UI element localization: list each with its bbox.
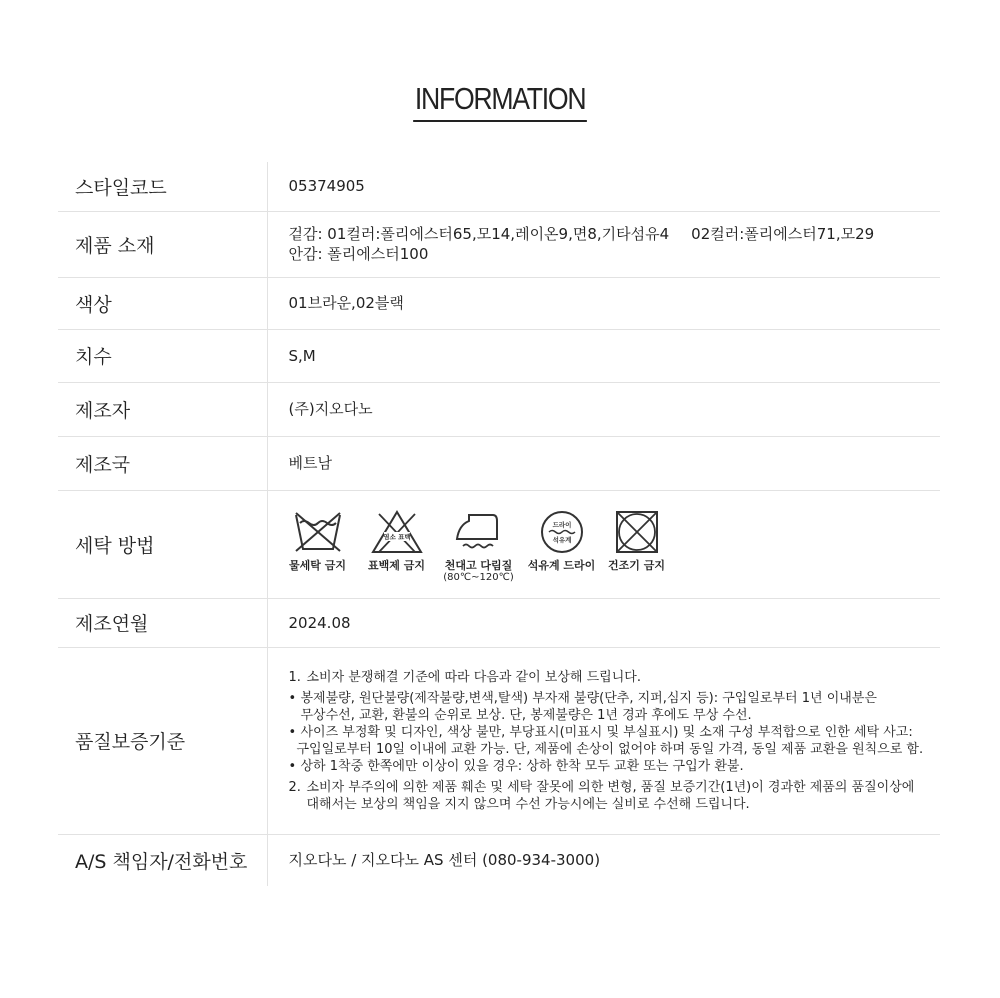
warranty-bullet-1 — [289, 690, 941, 707]
caption-dry-clean: 석유계 드라이 — [527, 558, 596, 572]
warranty-bullet-1-cont — [289, 707, 941, 724]
no-bleach-icon — [370, 509, 424, 555]
warranty-b1b: 무상수선, 교환, 환불의 순위로 보상. 단, 봉제불량은 1년 경과 후에도 무상 수선. — [300, 707, 752, 723]
care-icons — [282, 505, 941, 584]
row-size — [58, 329, 940, 382]
warranty-line-2b: 대해서는 보상의 책임을 지지 않으며 수선 가능시에는 실비로 수선해 드립니다. — [306, 796, 750, 812]
iron-cloth-icon — [453, 509, 505, 555]
label-maker: 제조자 — [58, 382, 267, 436]
material-lining: 안감: 폴리에스터100 — [288, 245, 429, 263]
warranty-item-2 — [289, 779, 941, 796]
dry-clean-bottom-text: 석유계 — [552, 535, 571, 544]
value-size: S,M — [288, 346, 316, 365]
product-info-table — [58, 162, 940, 886]
caption-no-wash: 물세탁 금지 — [289, 558, 346, 572]
row-material — [58, 211, 940, 277]
value-color: 01브라운,02블랙 — [288, 294, 404, 312]
value-as: 지오다노 / 지오다노 AS 센터 (080-934-3000) — [288, 851, 601, 870]
care-item-no-tumble-dry — [606, 509, 668, 572]
row-warranty — [58, 647, 940, 834]
label-country: 제조국 — [58, 436, 267, 490]
warranty-num-2: 2. — [288, 779, 301, 795]
row-as — [58, 834, 940, 886]
label-material: 제품 소재 — [58, 211, 267, 277]
warranty-item-1 — [289, 669, 941, 686]
caption-no-tumble-dry: 건조기 금지 — [608, 558, 665, 572]
value-country: 베트남 — [288, 454, 332, 472]
warranty-text — [289, 669, 941, 813]
warranty-b1a: 봉제불량, 원단불량(제작불량,변색,탈색) 부자재 불량(단추, 지퍼,심지 등): 구입일로부터 1년 이내분은 — [300, 690, 877, 706]
material-outer-line — [289, 224, 941, 244]
care-item-iron — [440, 509, 518, 584]
section-title: INFORMATION — [413, 80, 587, 122]
label-as: A/S 책임자/전화번호 — [58, 834, 267, 886]
label-washing: 세탁 방법 — [58, 490, 267, 598]
caption-iron-temp: (80℃~120℃) — [443, 571, 514, 583]
value-material — [267, 211, 940, 277]
material-outer: 겉감: 01컬러:폴리에스터65,모14,레이온9,면8,기타섬유4 — [288, 225, 670, 243]
label-warranty: 품질보증기준 — [58, 647, 267, 834]
value-style-code: 05374905 — [288, 177, 365, 196]
bullet-3: • — [288, 758, 297, 774]
label-style-code: 스타일코드 — [58, 162, 267, 211]
warranty-line-1: 소비자 분쟁해결 기준에 따라 다음과 같이 보상해 드립니다. — [306, 669, 641, 685]
row-country — [58, 436, 940, 490]
label-color: 색상 — [58, 277, 267, 329]
warranty-item-2-cont — [289, 796, 941, 813]
dry-clean-top-text: 드라이 — [552, 520, 571, 529]
value-warranty — [267, 647, 940, 834]
value-washing — [267, 490, 940, 598]
warranty-bullet-3 — [289, 758, 941, 775]
row-date — [58, 598, 940, 647]
warranty-b2a: 사이즈 부정확 및 디자인, 색상 불만, 부당표시(미표시 및 부실표시) 및 소재 구성 부적합으로 인한 세탁 사고: — [300, 724, 913, 740]
material-outer-2: 02컬러:폴리에스터71,모29 — [691, 225, 875, 243]
section-title-wrap — [0, 80, 1000, 122]
row-maker — [58, 382, 940, 436]
caption-no-bleach: 표백제 금지 — [368, 558, 425, 572]
care-item-no-wash — [282, 509, 354, 572]
no-water-wash-icon — [293, 509, 343, 555]
warranty-bullet-2 — [289, 724, 941, 741]
bleach-inner-text: 염소 표백 — [382, 532, 411, 541]
care-item-no-bleach — [354, 509, 440, 572]
caption-iron: 천대고 다림질 — [444, 558, 513, 572]
value-maker: (주)지오다노 — [288, 400, 373, 418]
no-tumble-dry-icon — [614, 509, 660, 555]
row-color — [58, 277, 940, 329]
warranty-line-2a: 소비자 부주의에 의한 제품 훼손 및 세탁 잘못에 의한 변형, 품질 보증기간(1년)이 경과한 제품의 품질이상에 — [306, 779, 915, 795]
warranty-num-1: 1. — [288, 669, 301, 685]
label-size: 치수 — [58, 329, 267, 382]
warranty-b3: 상하 1착중 한쪽에만 이상이 있을 경우: 상하 한착 모두 교환 또는 구입가 환불. — [300, 758, 744, 774]
warranty-b2b: 구입일로부터 10일 이내에 교환 가능. 단, 제품에 손상이 없어야 하며 동일 가격, 동일 제품 교환을 원칙으로 함. — [296, 741, 924, 757]
care-item-dry-clean — [518, 509, 606, 572]
bullet-1: • — [288, 690, 297, 706]
label-date: 제조연월 — [58, 598, 267, 647]
bullet-2: • — [288, 724, 297, 740]
petroleum-dry-clean-icon — [539, 509, 585, 555]
row-style-code — [58, 162, 940, 211]
row-washing — [58, 490, 940, 598]
warranty-bullet-2-cont — [289, 741, 941, 758]
value-date: 2024.08 — [288, 613, 351, 632]
